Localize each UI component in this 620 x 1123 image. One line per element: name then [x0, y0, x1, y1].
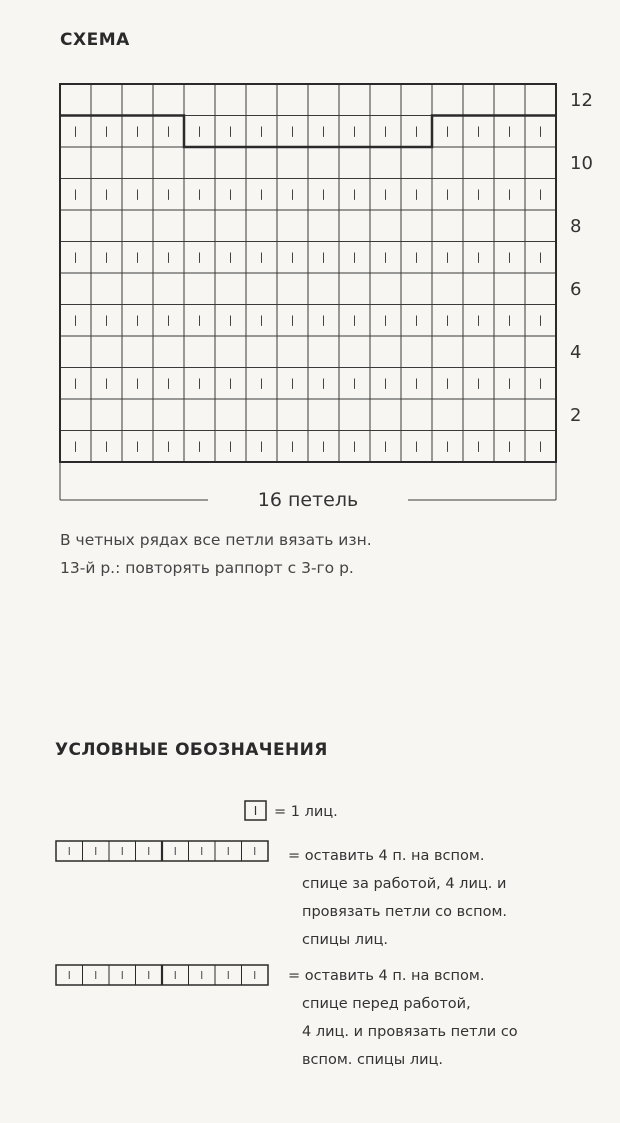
knit-stitch-symbol	[244, 800, 268, 822]
legend-cable-front-line-3: 4 лиц. и провязать петли со	[302, 1024, 518, 1040]
legend-knit-line-1: = 1 лиц.	[274, 804, 338, 820]
knitting-chart	[0, 0, 620, 520]
legend-cable-front-line-4: вспом. спицы лиц.	[302, 1052, 443, 1068]
legend-cable-back-line-2: спице за работой, 4 лиц. и	[302, 876, 507, 892]
legend-cable-back-line-1: = оставить 4 п. на вспом.	[288, 848, 485, 864]
cable-back-symbol	[55, 836, 275, 866]
chart-title: СХЕМА	[60, 30, 130, 50]
row-number-label: 8	[570, 215, 582, 237]
width-label: 16 петель	[257, 489, 359, 511]
row-number-label: 6	[570, 278, 582, 300]
note-line-2: 13-й р.: повторять раппорт с 3-го р.	[60, 559, 354, 577]
note-line-1: В четных рядах все петли вязать изн.	[60, 531, 372, 549]
chart-width-indicator	[60, 462, 556, 511]
legend-item-cable-front	[288, 962, 518, 1074]
legend-cable-back-line-4: спицы лиц.	[302, 932, 388, 948]
legend-cable-front-line-1: = оставить 4 п. на вспом.	[288, 968, 485, 984]
legend-item-knit	[274, 798, 338, 826]
legend-title: УСЛОВНЫЕ ОБОЗНАЧЕНИЯ	[55, 740, 328, 760]
row-number-label: 4	[570, 341, 582, 363]
row-number-label: 10	[570, 152, 593, 174]
legend-cable-front-line-2: спице перед работой,	[302, 996, 471, 1012]
legend-item-cable-back	[288, 842, 507, 954]
legend-cable-back-line-3: провязать петли со вспом.	[302, 904, 508, 920]
chart-grid	[60, 84, 556, 462]
cable-front-symbol	[55, 960, 275, 990]
row-number-label: 2	[570, 404, 582, 426]
chart-row-labels	[570, 90, 593, 426]
row-number-label: 12	[570, 89, 593, 111]
chart-notes	[60, 526, 372, 582]
